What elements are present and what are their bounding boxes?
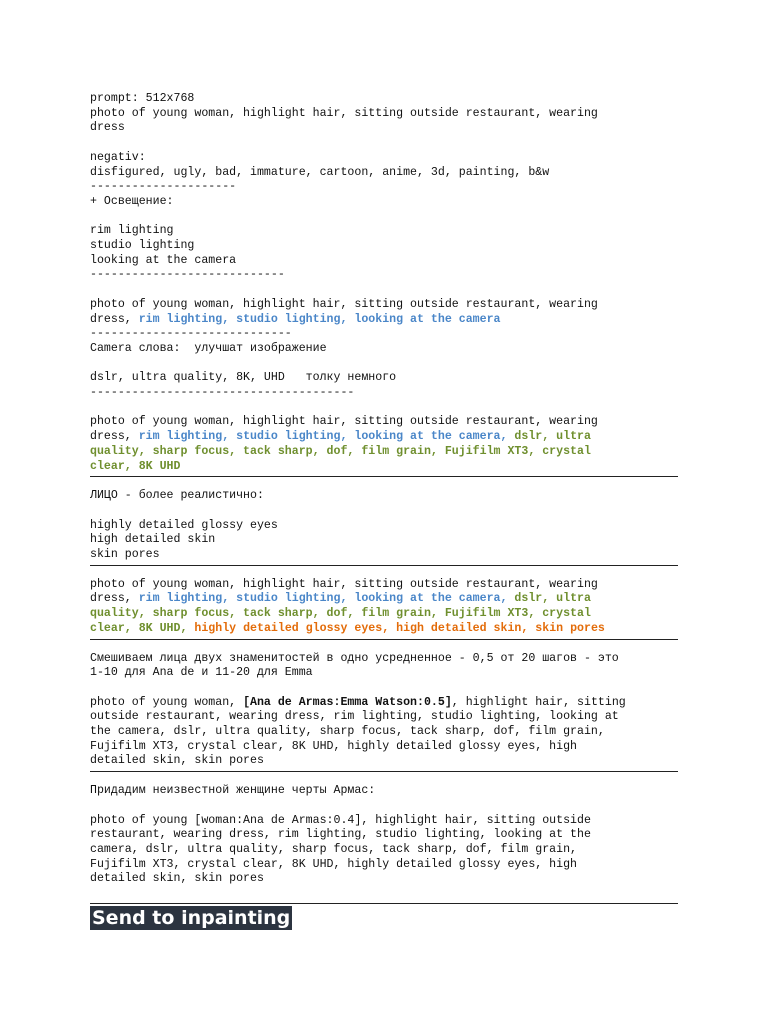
armas-prompt-line-5: detailed skin, skin pores — [90, 872, 264, 886]
lighting-item-2: studio lighting — [90, 239, 195, 252]
lighting-prompt-line-1: photo of young woman, highlight hair, sitting outside restaurant, wearing — [90, 297, 598, 311]
face-item-1: highly detailed glossy eyes — [90, 518, 278, 532]
lighting-item-1: rim lighting — [90, 224, 174, 238]
base-prompt-line-1: photo of young woman, highlight hair, sitting outside restaurant, wearing — [90, 106, 598, 120]
separator-3: ----------------------------- — [90, 327, 292, 341]
prompt-size-line: prompt: 512x768 — [90, 92, 195, 105]
armas-prompt-line-4: Fujifilm XT3, crystal clear, 8K UHD, highly detailed glossy eyes, high — [90, 857, 578, 871]
negative-label: negativ: — [90, 150, 146, 164]
armas-features-heading: Придадим неизвестной женщине черты Армас: — [90, 784, 376, 798]
camera-prompt-block: photo of young woman, highlight hair, sitting outside restaurant, wearing dress, rim lighting, studio lighting, looking at the camera, dslr, ultra quality, sharp focus, tack sharp, dof, film grain, Fujifilm XT3, crystal clear, 8K UHD — [90, 415, 678, 477]
base-prompt-line-2: dress — [90, 121, 125, 135]
armas-prompt-line-3: camera, dslr, ultra quality, sharp focus, tack sharp, dof, film grain, — [90, 842, 578, 856]
face-item-3: skin pores — [90, 548, 678, 566]
send-to-inpainting-section — [90, 903, 678, 930]
lighting-item-3: looking at the camera — [90, 253, 237, 267]
lighting-terms: rim lighting, studio lighting, looking at the camera — [138, 312, 501, 326]
separator-4: -------------------------------------- — [90, 386, 355, 399]
lighting-heading: + Освещение: — [90, 194, 174, 208]
prompt-guide-text — [90, 92, 678, 887]
camera-words-heading: Camera слова: улучшат изображение — [90, 341, 327, 355]
armas-prompt-line-1: photo of young [woman:Ana de Armas:0.4], highlight hair, sitting outside — [90, 813, 591, 827]
camera-words-list: dslr, ultra quality, 8K, UHD толку немного — [90, 371, 397, 385]
mix-prompt-block: photo of young woman, [Ana de Armas:Emma Watson:0.5], highlight hair, sitting outside restaurant, wearing dress, rim lighting, studio lighting, looking at the camera, dslr, ultra quality, sharp focus, tack sharp, dof, film grain, Fujifilm XT3, crystal clear, 8K UHD, highly detailed glossy eyes, high detailed skin, skin pores — [90, 696, 678, 773]
armas-prompt-line-2: restaurant, wearing dress, rim lighting, studio lighting, looking at the — [90, 828, 591, 842]
face-item-2: high detailed skin — [90, 533, 216, 547]
mix-description-line-1: Смешиваем лица двух знаменитостей в одно усредненное - 0,5 от 20 шагов - это — [90, 651, 619, 665]
face-heading: ЛИЦО - более реалистично: — [90, 489, 264, 503]
celebrity-mix-token: [Ana de Armas:Emma Watson:0.5] — [243, 695, 452, 709]
separator-1: --------------------- — [90, 180, 237, 194]
lighting-prompt-line-2: dress, rim lighting, studio lighting, looking at the camera — [90, 312, 501, 326]
face-prompt-block: photo of young woman, highlight hair, sitting outside restaurant, wearing dress, rim lighting, studio lighting, looking at the camera, dslr, ultra quality, sharp focus, tack sharp, dof, film grain, Fujifilm XT3, crystal clear, 8K UHD, highly detailed glossy eyes, high detailed skin, skin pores — [90, 578, 678, 640]
negative-prompt: disfigured, ugly, bad, immature, cartoon, anime, 3d, painting, b&w — [90, 165, 550, 179]
send-to-inpainting-heading: Send to inpainting — [92, 907, 291, 929]
separator-2: ---------------------------- — [90, 268, 285, 282]
mix-description-line-2: 1-10 для Ana de и 11-20 для Emma — [90, 666, 313, 680]
